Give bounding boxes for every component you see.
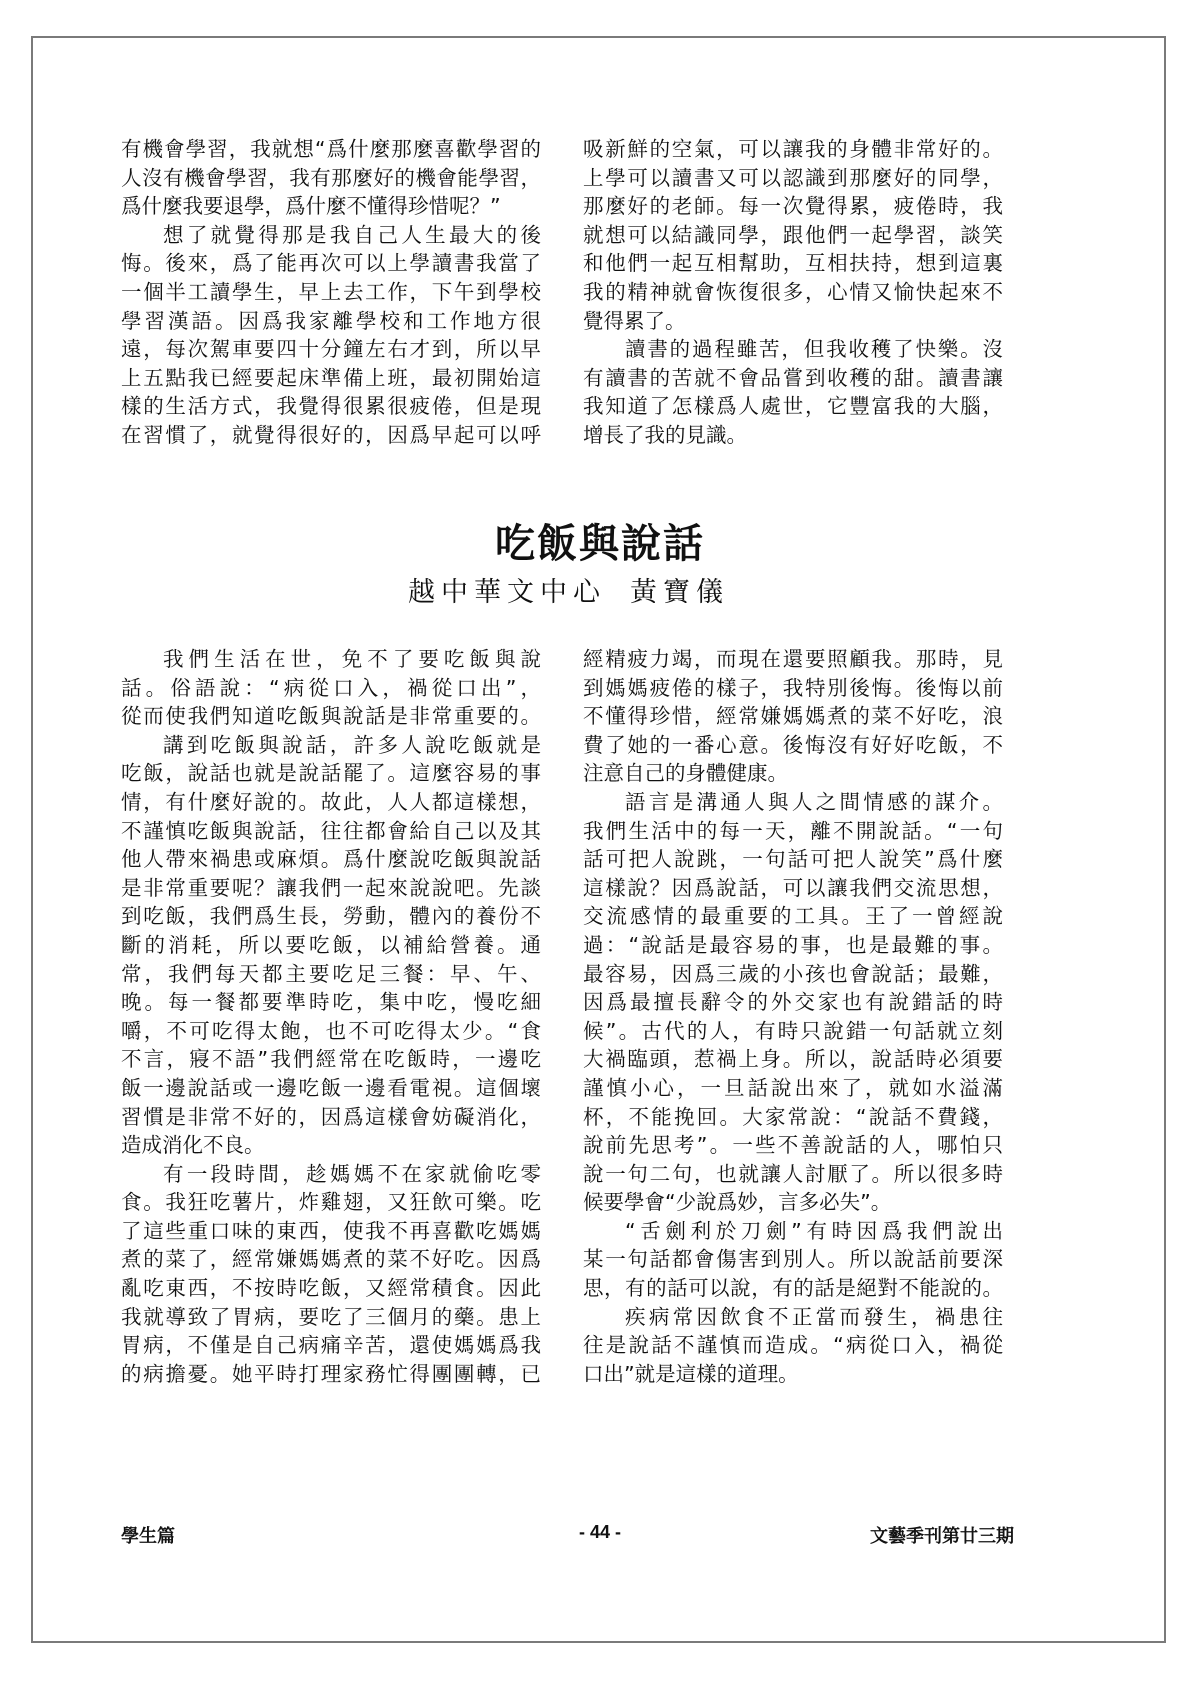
text-line: 某一句話都會傷害到別人。所以說話前要深 [583, 1247, 1003, 1272]
text-line: 吃飯，說話也就是說話罷了。這麼容易的事 [121, 761, 541, 786]
text-line: 煮的菜了，經常嫌媽媽煮的菜不好吃。因爲 [121, 1247, 541, 1272]
text-line: 習慣是非常不好的，因爲這樣會妨礙消化， [121, 1104, 541, 1129]
article-left-column [121, 645, 541, 1388]
text-line: 了這些重口味的東西，使我不再喜歡吃媽媽 [121, 1218, 541, 1243]
text-line: 亂吃東西，不按時吃飯，又經常積食。因此 [121, 1276, 541, 1301]
text-line: 說一句二句，也就讓人討厭了。所以很多時 [583, 1161, 1003, 1186]
text-line: 遠，每次駕車要四十分鐘左右才到，所以早 [121, 337, 541, 362]
text-line: 一個半工讀學生，早上去工作，下午到學校 [121, 279, 541, 304]
text-line: 候要學會“少說爲妙，言多必失”。 [583, 1190, 892, 1215]
text-line: 這樣說？因爲說話，可以讓我們交流思想， [583, 875, 1003, 900]
text-line: 到媽媽疲倦的樣子，我特別後悔。後悔以前 [583, 675, 1003, 700]
text-line: 因爲最擅長辭令的外交家也有說錯話的時 [583, 990, 1003, 1015]
text-line: 過：“說話是最容易的事，也是最難的事。 [583, 932, 1003, 957]
text-line: 候”。古代的人，有時只說錯一句話就立刻 [583, 1018, 1003, 1043]
footer-page-number: - 44 - [578, 1522, 621, 1542]
text-line: 胃病，不僅是自己病痛辛苦，還使媽媽爲我 [121, 1333, 541, 1358]
text-line: 想了就覺得那是我自己人生最大的後 [163, 222, 541, 247]
text-line: 嚼，不可吃得太飽，也不可吃得太少。“食 [121, 1018, 541, 1043]
prev-article-left-column [121, 135, 541, 450]
text-line: 有一段時間，趁媽媽不在家就偷吃零 [163, 1161, 541, 1186]
text-line: 往是說話不謹慎而造成。“病從口入，禍從 [583, 1333, 1003, 1358]
text-line: 我的精神就會恢復很多，心情又愉快起來不 [583, 279, 1003, 304]
text-line: 交流感情的最重要的工具。王了一曾經說 [583, 904, 1003, 929]
text-line: 我們生活中的每一天，離不開說話。“一句 [583, 818, 1003, 843]
text-line: 讀書的過程雖苦，但我收穫了快樂。沒 [625, 337, 1003, 362]
text-line: 常，我們每天都主要吃足三餐：早、午、 [121, 961, 541, 986]
text-line: 不言，寢不語”我們經常在吃飯時，一邊吃 [121, 1047, 541, 1072]
text-line: 謹慎小心，一旦話說出來了，就如水溢滿 [583, 1075, 1003, 1100]
text-line: 造成消化不良。 [121, 1133, 265, 1158]
text-line: 學習漢語。因爲我家離學校和工作地方很 [121, 308, 541, 333]
prev-article-right-column [583, 135, 1003, 450]
text-line: 講到吃飯與說話，許多人說吃飯就是 [163, 732, 541, 757]
text-line: 我知道了怎樣爲人處世，它豐富我的大腦， [583, 394, 1003, 419]
text-line: 語言是溝通人與人之間情感的謀介。 [625, 789, 1003, 814]
text-line: 最容易，因爲三歲的小孩也會說話；最難， [583, 961, 1003, 986]
text-line: 上五點我已經要起床準備上班，最初開始這 [121, 365, 541, 390]
text-line: 悔。後來，爲了能再次可以上學讀書我當了 [121, 251, 541, 276]
text-line: 晚。每一餐都要準時吃，集中吃，慢吃細 [121, 990, 541, 1015]
text-line: 在習慣了，就覺得很好的，因爲早起可以呼 [121, 422, 541, 447]
text-line: 疾病常因飲食不正當而發生，禍患往 [625, 1304, 1003, 1329]
text-line: 人沒有機會學習，我有那麼好的機會能學習， [121, 165, 541, 190]
text-line: 和他們一起互相幫助，互相扶持，想到這裏 [583, 251, 1003, 276]
footer-section: 學生篇 [121, 1526, 175, 1546]
text-line: 情，有什麼好說的。故此，人人都這樣想， [121, 789, 541, 814]
article-author: 黃寶儀 [630, 577, 729, 608]
text-line: 樣的生活方式，我覺得很累很疲倦，但是現 [121, 394, 541, 419]
text-line: 說前先思考”。一些不善說話的人，哪怕只 [583, 1133, 1003, 1158]
text-line: 話可把人說跳，一句話可把人說笑”爲什麼 [583, 847, 1003, 872]
text-line: 上學可以讀書又可以認識到那麼好的同學， [583, 165, 1003, 190]
text-line: 不謹慎吃飯與說話，往往都會給自己以及其 [121, 818, 541, 843]
text-line: 思，有的話可以說，有的話是絕對不能說的。 [583, 1276, 1003, 1301]
article-title: 吃飯與說話 [495, 520, 705, 567]
text-line: 斷的消耗，所以要吃飯，以補給營養。通 [121, 932, 541, 957]
text-line: 增長了我的見識。 [583, 422, 747, 447]
text-line: 經精疲力竭，而現在還要照顧我。那時，見 [583, 647, 1003, 671]
text-line: 的病擔憂。她平時打理家務忙得團團轉，已 [121, 1361, 541, 1386]
text-line: “舌劍利於刀劍”有時因爲我們說出 [625, 1218, 1003, 1243]
text-line: 覺得累了。 [583, 308, 686, 333]
text-line: 是非常重要呢？讓我們一起來說說吧。先談 [121, 875, 541, 900]
text-line: 到吃飯，我們爲生長，勞動，體內的養份不 [121, 904, 541, 929]
text-line: 爲什麼我要退學，爲什麼不懂得珍惜呢？” [121, 194, 501, 219]
text-line: 那麼好的老師。每一次覺得累，疲倦時，我 [583, 194, 1003, 219]
text-line: 從而使我們知道吃飯與說話是非常重要的。 [121, 704, 541, 729]
article-organization: 越中華文中心 [408, 577, 606, 608]
text-line: 大禍臨頭，惹禍上身。所以，說話時必須要 [583, 1047, 1003, 1072]
text-line: 注意自己的身體健康。 [583, 761, 788, 786]
text-line: 不懂得珍惜，經常嫌媽媽煮的菜不好吃，浪 [583, 704, 1003, 729]
text-line: 他人帶來禍患或麻煩。爲什麼說吃飯與說話 [121, 847, 541, 872]
article-right-column [583, 645, 1003, 1388]
text-line: 就想可以結識同學，跟他們一起學習，談笑 [583, 222, 1003, 247]
text-line: 吸新鮮的空氣，可以讓我的身體非常好的。 [583, 137, 1003, 161]
text-line: 我們生活在世，免不了要吃飯與說 [163, 647, 541, 671]
text-line: 有讀書的苦就不會品嘗到收穫的甜。讀書讓 [583, 365, 1003, 390]
text-line: 杯，不能挽回。大家常說：“說話不費錢， [583, 1104, 1003, 1129]
text-line: 有機會學習，我就想“爲什麼那麼喜歡學習的 [121, 137, 541, 161]
text-line: 話。俗語說：“病從口入，禍從口出”， [121, 675, 541, 700]
text-line: 我就導致了胃病，要吃了三個月的藥。患上 [121, 1304, 541, 1329]
footer-publication: 文藝季刊第廿三期 [870, 1526, 1014, 1546]
text-line: 食。我狂吃薯片，炸雞翅，又狂飲可樂。吃 [121, 1190, 541, 1215]
text-line: 飯一邊說話或一邊吃飯一邊看電視。這個壞 [121, 1075, 541, 1100]
text-line: 口出”就是這樣的道理。 [583, 1361, 799, 1386]
text-line: 費了她的一番心意。後悔沒有好好吃飯，不 [583, 732, 1003, 757]
